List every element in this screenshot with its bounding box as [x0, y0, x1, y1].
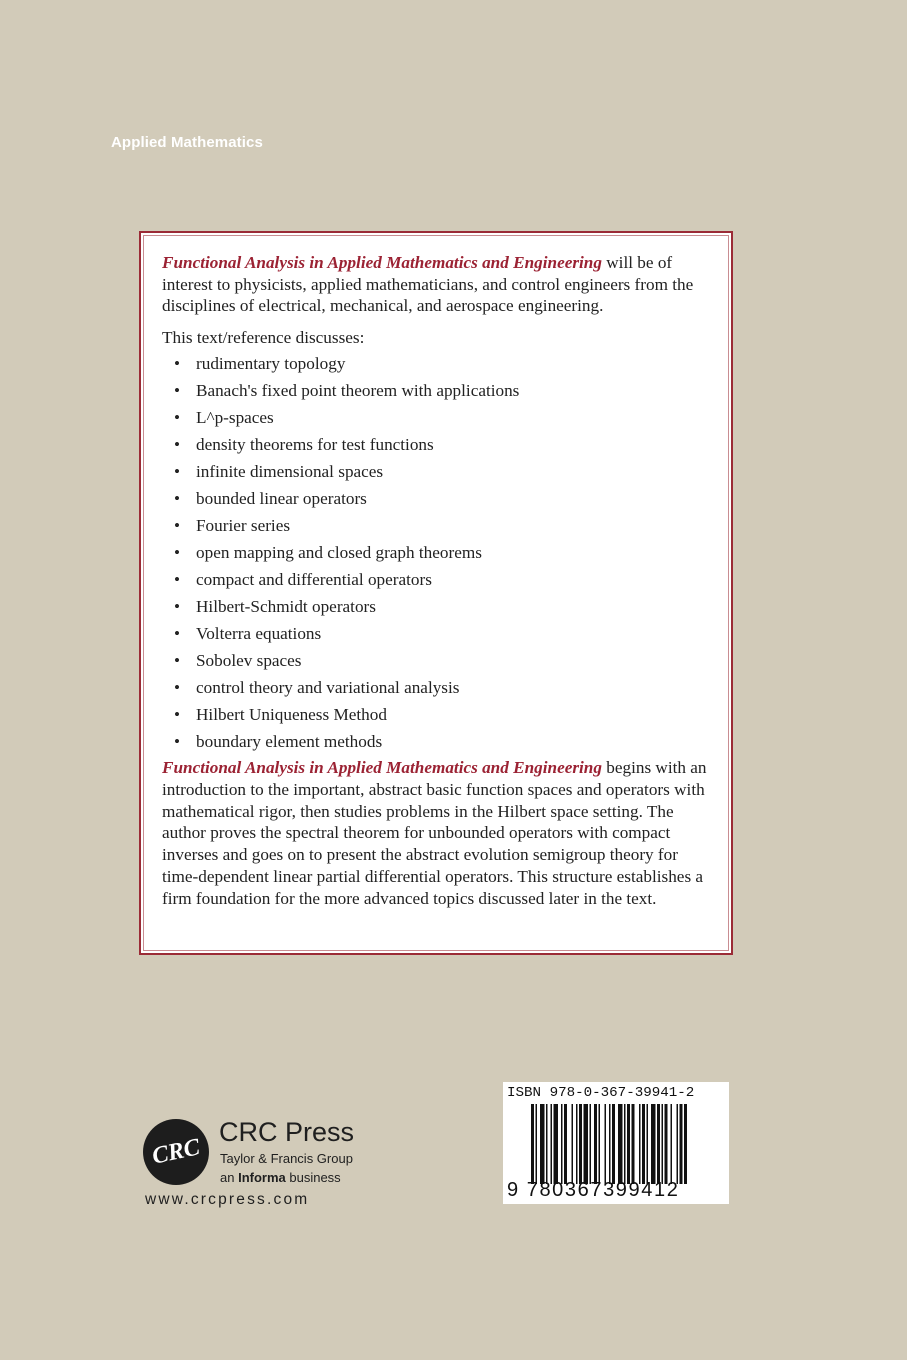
barcode-digits: 9 780367399412	[507, 1179, 680, 1201]
barcode-bar	[561, 1104, 563, 1184]
isbn-barcode	[503, 1082, 729, 1204]
barcode-bar	[677, 1104, 679, 1184]
bullet-icon: •	[174, 462, 181, 481]
barcode-bar	[540, 1104, 545, 1184]
bullet-icon: •	[174, 516, 181, 535]
list-item: • bounded linear operators	[162, 485, 715, 512]
list-item: • open mapping and closed graph theorems	[162, 539, 715, 566]
publisher-name: CRC Press	[219, 1117, 355, 1147]
barcode-bar	[536, 1104, 538, 1184]
bullet-icon: •	[174, 705, 181, 724]
audience-text: will be of interest to physicists, applied mathematicians, and control engineers from the disciplines of electrical, mechanical, and aerospace engineering.	[162, 253, 694, 315]
bullet-icon: •	[174, 489, 181, 508]
list-item: • Hilbert-Schmidt operators	[162, 593, 715, 620]
bullet-icon: •	[174, 732, 181, 751]
barcode-bar	[554, 1104, 559, 1184]
barcode-bar	[594, 1104, 597, 1184]
summary-text: begins with an introduction to the important, abstract basic function spaces and operators with mathematical rigor, then studies problems in the Hilbert space setting. The author proves the spectral theorem for unbounded operators with compact inverses and goes on to present the abstract evolution semigroup theory for time-dependent linear partial differential operators. This structure establishes a firm foundation for the more advanced topics discussed later in the text.	[162, 758, 707, 908]
barcode-bar	[627, 1104, 630, 1184]
barcode-bar	[618, 1104, 623, 1184]
list-item: • infinite dimensional spaces	[162, 458, 715, 485]
barcode-bar	[579, 1104, 582, 1184]
barcode-bar	[632, 1104, 635, 1184]
barcode-bar	[599, 1104, 601, 1184]
bullet-icon: •	[174, 678, 181, 697]
bullet-icon: •	[174, 570, 181, 589]
list-item: • density theorems for test functions	[162, 431, 715, 458]
bullet-icon: •	[174, 651, 181, 670]
barcode-bar	[684, 1104, 687, 1184]
publisher-block	[140, 1117, 380, 1212]
barcode-bars-icon	[531, 1104, 721, 1184]
description-panel	[139, 231, 733, 955]
category-label: Applied Mathematics	[111, 134, 263, 151]
crc-logo-icon	[143, 1119, 209, 1185]
barcode-bar	[546, 1104, 548, 1184]
bullet-icon: •	[174, 435, 181, 454]
topics-intro: This text/reference discusses:	[162, 327, 365, 347]
barcode-bar	[572, 1104, 574, 1184]
barcode-bar	[657, 1104, 660, 1184]
barcode-bar	[531, 1104, 534, 1184]
bullet-icon: •	[174, 597, 181, 616]
barcode-bar	[590, 1104, 592, 1184]
barcode-bar	[584, 1104, 589, 1184]
list-item: • boundary element methods	[162, 728, 715, 755]
barcode-bar	[612, 1104, 615, 1184]
list-item: • control theory and variational analysis	[162, 674, 715, 701]
list-item: • compact and differential operators	[162, 566, 715, 593]
book-title-reference: Functional Analysis in Applied Mathematics and Engineering	[162, 253, 602, 272]
barcode-bar	[680, 1104, 683, 1184]
list-item: • Sobolev spaces	[162, 647, 715, 674]
list-item: • Hilbert Uniqueness Method	[162, 701, 715, 728]
book-title-reference: Functional Analysis in Applied Mathematics and Engineering	[162, 758, 602, 777]
list-item: • L^p-spaces	[162, 404, 715, 431]
barcode-bar	[662, 1104, 664, 1184]
barcode-bar	[576, 1104, 578, 1184]
barcode-bar	[671, 1104, 673, 1184]
logo-lettering: CRC	[149, 1134, 203, 1170]
bullet-icon: •	[174, 408, 181, 427]
barcode-bar	[665, 1104, 668, 1184]
isbn-label: ISBN 978-0-367-39941-2	[507, 1085, 695, 1101]
list-item: • Fourier series	[162, 512, 715, 539]
bullet-icon: •	[174, 543, 181, 562]
barcode-bar	[551, 1104, 553, 1184]
bullet-icon: •	[174, 624, 181, 643]
publisher-group: Taylor & Francis Group	[220, 1151, 353, 1166]
summary-paragraph	[162, 757, 715, 910]
barcode-bar	[642, 1104, 645, 1184]
barcode-bar	[605, 1104, 607, 1184]
list-item: • rudimentary topology	[162, 350, 715, 377]
bullet-icon: •	[174, 381, 181, 400]
barcode-bar	[624, 1104, 626, 1184]
topics-list	[162, 350, 715, 755]
barcode-bar	[651, 1104, 656, 1184]
publisher-url: www.crcpress.com	[145, 1191, 310, 1208]
audience-paragraph	[162, 252, 715, 317]
barcode-bar	[639, 1104, 641, 1184]
barcode-bar	[647, 1104, 649, 1184]
barcode-bar	[564, 1104, 567, 1184]
bullet-icon: •	[174, 354, 181, 373]
barcode-bar	[609, 1104, 611, 1184]
list-item: • Volterra equations	[162, 620, 715, 647]
list-item: • Banach's fixed point theorem with applications	[162, 377, 715, 404]
publisher-business: an Informa business	[220, 1170, 341, 1185]
